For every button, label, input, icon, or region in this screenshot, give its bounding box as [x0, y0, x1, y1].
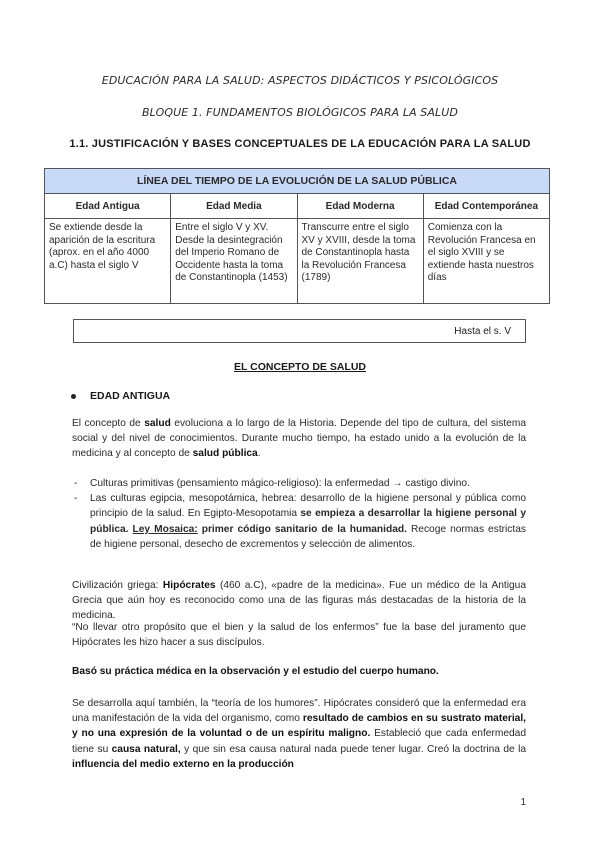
bullet-heading-text: EDAD ANTIGUA [90, 390, 171, 402]
text-run: Se desarrolla aquí también, la “teoría de los humores”. Hipócrates consideró que la enfermedad era una manifestación de la vida del organismo, como [72, 698, 526, 725]
list-item [74, 491, 526, 552]
page-number: 1 [520, 797, 526, 808]
text-run: evoluciona a lo largo de la Historia. Depende del tipo de cultura, del sistema social y del nivel de conocimientos. Durante mucho tiempo, ha estado unido a la evolución de la medicina y al concepto de [72, 418, 526, 460]
text-run: . [257, 448, 261, 460]
cell-antigua: Se extiende desde la aparición de la escritura (aprox. en el año 4000 a.C) hasta el siglo V [45, 219, 171, 304]
text-run-bold: salud pública [192, 448, 258, 460]
section-title: 1.1. JUSTIFICACIÓN Y BASES CONCEPTUALES DE LA EDUCACIÓN PARA LA SALUD [69, 138, 531, 150]
text-run-bold: primer código sanitario de la humanidad. [197, 523, 407, 535]
timeline-table [44, 168, 550, 304]
paragraph-practice: Basó su práctica médica en la observación y el estudio del cuerpo humano. [72, 666, 439, 677]
text-run: Recoge normas estrictas de higiene personal, desecho de excrementos y selección de alimentos. [90, 523, 526, 550]
course-title: EDUCACIÓN PARA LA SALUD: ASPECTOS DIDÁCTICOS Y PSICOLÓGICOS [101, 74, 499, 87]
list-item [74, 476, 526, 491]
text-run-bold-underline: Ley Mosaica: [132, 523, 198, 535]
cell-contemporanea: Comienza con la Revolución Francesa en el siglo XVIII y se extiende hasta nuestros días [423, 219, 549, 304]
paragraph-greek [72, 578, 526, 624]
paragraph-humors [72, 696, 526, 772]
col-head-moderna: Edad Moderna [297, 194, 423, 219]
paragraph-intro [72, 416, 526, 462]
text-run: y que sin esa causa natural nada puede tener lugar. Creó la doctrina de la [180, 743, 527, 755]
text-run: El concepto de [72, 418, 145, 429]
dash-icon: - [74, 478, 78, 489]
dash-list [74, 476, 526, 552]
text-run-bold: Hipócrates [162, 580, 216, 591]
text-run: Las culturas egipcia, mesopotámica, hebrea: desarrollo de la higiene personal y pública como principio de la salud. En Egipto-Mesopotamia [90, 493, 526, 520]
text-run-bold: influencia del medio externo en la producción [72, 758, 294, 770]
period-label: Hasta el s. V [454, 326, 511, 337]
timeline-banner: LÍNEA DEL TIEMPO DE LA EVOLUCIÓN DE LA SALUD PÚBLICA [45, 169, 550, 194]
period-box [73, 319, 526, 343]
text-run-bold: causa natural, [111, 743, 181, 755]
text-run: Estableció que cada enfermedad tiene su [72, 728, 526, 755]
dash-icon: - [74, 493, 78, 505]
paragraph-oath: “No llevar otro propósito que el bien y la salud de los enfermos” fue la base del juramento que Hipócrates les hizo hacer a sus discípulos. [72, 622, 526, 649]
col-head-antigua: Edad Antigua [45, 194, 171, 219]
cell-moderna: Transcurre entre el siglo XV y XVIII, desde la toma de Constantinopla hasta la Revolución Francesa (1789) [297, 219, 423, 304]
text-run-bold: resultado de cambios en su sustrato material, y no una expresión de la voluntad o de un espíritu maligno. [72, 713, 526, 740]
list-item-text: Culturas primitivas (pensamiento mágico-religioso): la enfermedad → castigo divino. [90, 478, 470, 489]
bullet-heading [90, 390, 170, 402]
col-head-contemporanea: Edad Contemporánea [423, 194, 549, 219]
text-run: (460 a.C), «padre de la medicina». Fue un médico de la Antigua Grecia que aún hoy es reconocido como una de las figuras más destacadas de la historia de la medicina. [72, 580, 526, 622]
text-run: Civilización griega: [72, 580, 163, 591]
bullet-dot-icon [71, 394, 76, 399]
cell-media: Entre el siglo V y XV. Desde la desintegración del Imperio Romano de Occidente hasta la toma de Constantinopla (1453) [171, 219, 297, 304]
text-run-bold: salud [144, 418, 171, 429]
text-run-bold: se empieza a desarrollar la higiene personal y pública. [90, 508, 526, 535]
col-head-media: Edad Media [171, 194, 297, 219]
block-title: BLOQUE 1. FUNDAMENTOS BIOLÓGICOS PARA LA SALUD [142, 106, 458, 119]
concept-title: EL CONCEPTO DE SALUD [233, 361, 367, 373]
